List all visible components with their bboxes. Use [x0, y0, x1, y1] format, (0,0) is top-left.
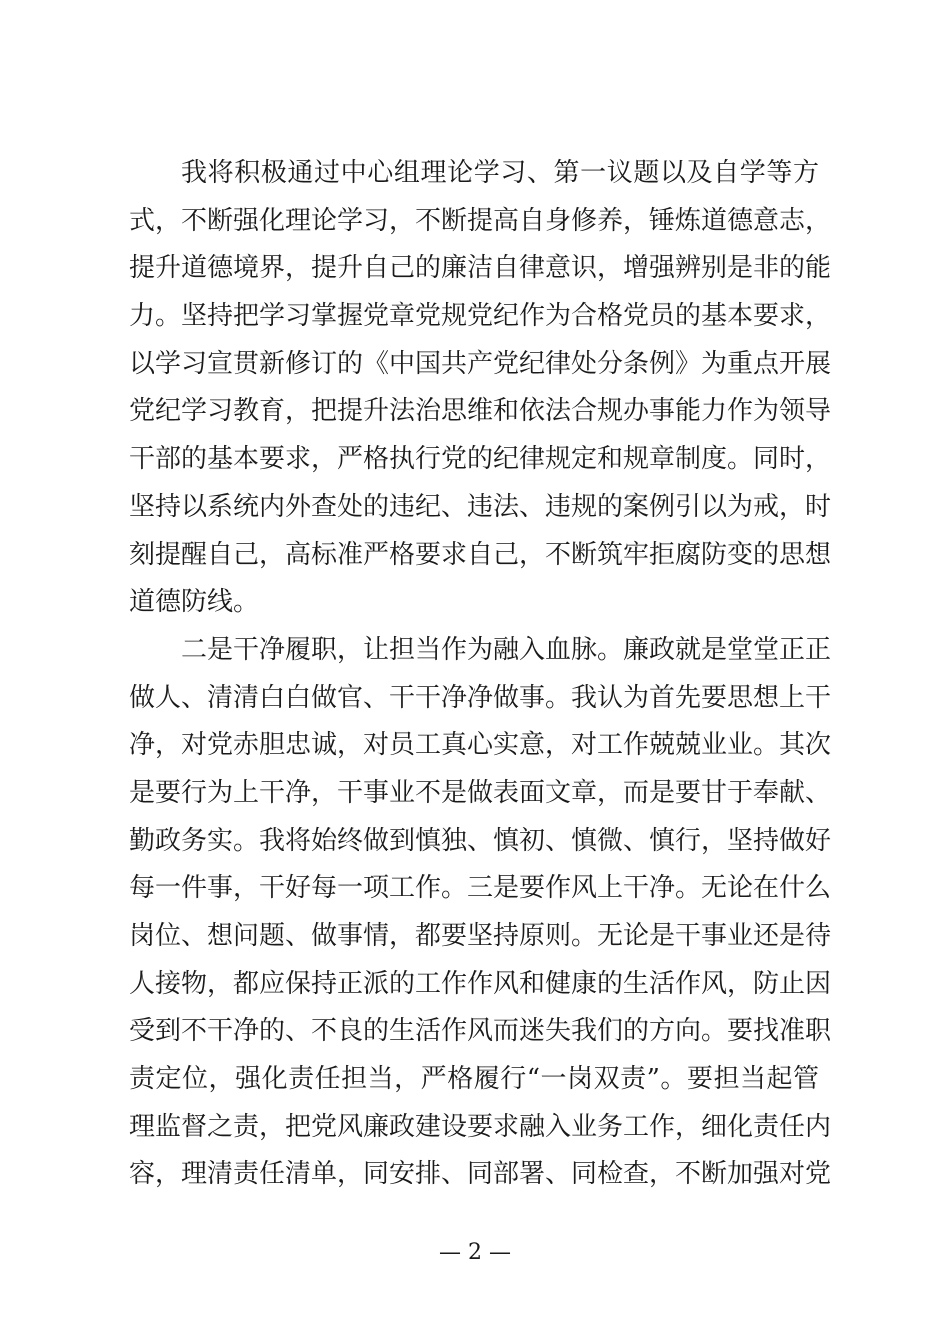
text-line: 以学习宣贯新修订的《中国共产党纪律处分条例》为重点开展	[129, 348, 832, 379]
text-line: 提升道德境界，提升自己的廉洁自律意识，增强辨别是非的能	[129, 253, 832, 284]
text-line: 岗位、想问题、做事情，都要坚持原则。无论是干事业还是待	[129, 921, 832, 951]
text-line: 勤政务实。我将始终做到慎独、慎初、慎微、慎行，坚持做好	[129, 825, 832, 856]
text-line: 受到不干净的、不良的生活作风而迷失我们的方向。要找准职	[129, 1016, 832, 1047]
text-line: 我将积极通过中心组理论学习、第一议题以及自学等方	[181, 158, 819, 188]
text-line: 是要行为上干净，干事业不是做表面文章，而是要甘于奉献、	[129, 777, 832, 808]
text-line: 容，理清责任清单，同安排、同部署、同检查，不断加强对党	[129, 1159, 832, 1190]
text-line: 责定位，强化责任担当，严格履行“一岗双责”。要担当起管	[129, 1064, 819, 1095]
text-line: 每一件事，干好每一项工作。三是要作风上干净。无论在什么	[129, 873, 832, 904]
text-line: 力。坚持把学习掌握党章党规党纪作为合格党员的基本要求，	[129, 301, 832, 332]
text-line: 净，对党赤胆忠诚，对员工真心实意，对工作兢兢业业。其次	[129, 730, 832, 761]
text-line: 干部的基本要求，严格执行党的纪律规定和规章制度。同时，	[129, 444, 832, 475]
page-number: — 2 —	[439, 1240, 511, 1265]
text-line: 理监督之责，把党风廉政建设要求融入业务工作，细化责任内	[129, 1111, 832, 1142]
text-line: 做人、清清白白做官、干干净净做事。我认为首先要思想上干	[129, 682, 832, 713]
text-line: 道德防线。	[129, 587, 260, 618]
text-line: 党纪学习教育，把提升法治思维和依法合规办事能力作为领导	[129, 396, 832, 427]
text-line: 二是干净履职，让担当作为融入血脉。廉政就是堂堂正正	[181, 634, 832, 665]
text-line: 人接物，都应保持正派的工作作风和健康的生活作风，防止因	[129, 968, 832, 999]
text-line: 式，不断强化理论学习，不断提高自身修养，锤炼道德意志，	[129, 205, 832, 236]
body-text	[129, 150, 832, 1199]
text-line: 坚持以系统内外查处的违纪、违法、违规的案例引以为戒，时	[129, 491, 832, 522]
text-line: 刻提醒自己，高标准严格要求自己，不断筑牢拒腐防变的思想	[129, 539, 832, 570]
